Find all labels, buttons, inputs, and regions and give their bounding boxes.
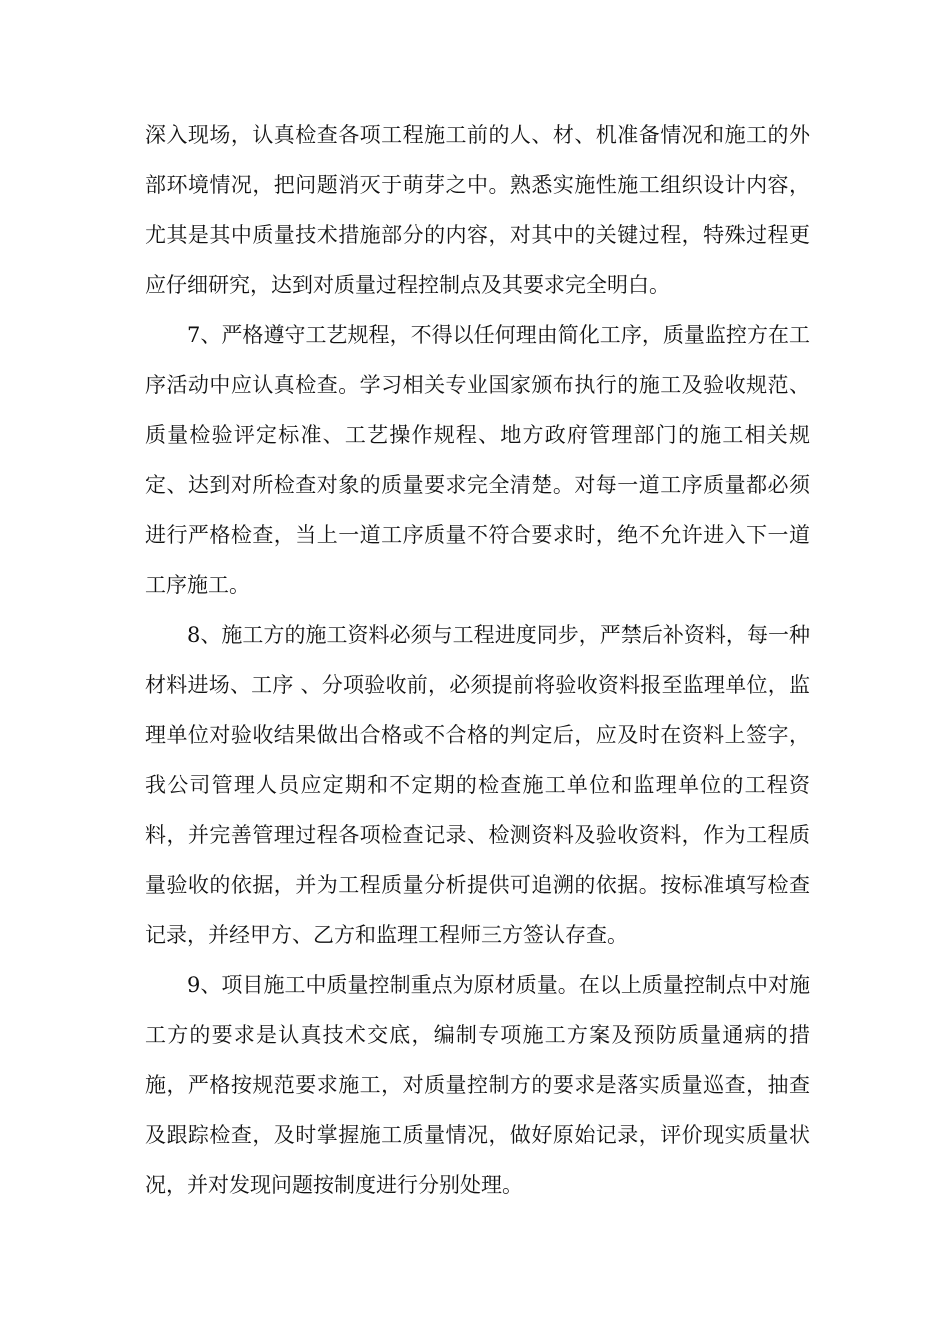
paragraph-item-9: 9、项目施工中质量控制重点为原材质量。在以上质量控制点中对施工方的要求是认真技术交底，编制专项施工方案及预防质量通病的措施，严格按规范要求施工，对质量控制方的要求是落实质量巡查，抽查及跟踪检查，及时掌握施工质量情况，做好原始记录，评价现实质量状况，并对发现问题按制度进行分别处理。 bbox=[145, 973, 810, 1197]
paragraph-item-8: 8、施工方的施工资料必须与工程进度同步，严禁后补资料，每一种材料进场、工序 、分项验收前，必须提前将验收资料报至监理单位，监理单位对验收结果做出合格或不合格的判定后，应及时在资料上签字，我公司管理人员应定期和不定期的检查施工单位和监理单位的工程资料，并完善管理过程各项检查记录、检测资料及验收资料，作为工程质量验收的依据，并为工程质量分析提供可追溯的依据。按标准填写检查记录，并经甲方、乙方和监理工程师三方签认存查。 bbox=[145, 623, 810, 947]
paragraph-continuation: 深入现场，认真检查各项工程施工前的人、材、机准备情况和施工的外部环境情况，把问题消灭于萌芽之中。熟悉实施性施工组织设计内容，尤其是其中质量技术措施部分的内容，对其中的关键过程，特殊过程更应仔细研究，达到对质量过程控制点及其要求完全明白。 bbox=[145, 123, 810, 297]
paragraph-item-7: 7、严格遵守工艺规程，不得以任何理由简化工序，质量监控方在工序活动中应认真检查。学习相关专业国家颁布执行的施工及验收规范、质量检验评定标准、工艺操作规程、地方政府管理部门的施工相关规定、达到对所检查对象的质量要求完全清楚。对每一道工序质量都必须进行严格检查，当上一道工序质量不符合要求时，绝不允许进入下一道工序施工。 bbox=[145, 323, 810, 597]
document-body bbox=[145, 110, 810, 1210]
